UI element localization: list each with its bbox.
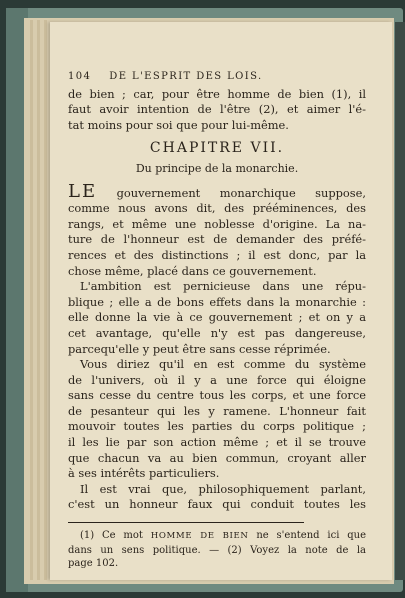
text-line: tat moins pour soi que pour lui-même. [68, 117, 289, 132]
text-line: de pesanteur qui les y ramene. L'honneur fait [68, 403, 366, 418]
page-edge [44, 20, 47, 580]
text-line: que chacun va au bien commun, croyant aller [68, 450, 366, 465]
text-line: à ses intérêts particuliers. [68, 466, 220, 481]
text-line: Il est vrai que, philosophiquement parlant, [80, 481, 366, 496]
text-line: L'ambition est pernicieuse dans une répu- [80, 279, 366, 294]
text-line [68, 180, 367, 202]
chapter-title: CHAPITRE VII. [149, 140, 285, 157]
footnote-text: (1) Ce mot [80, 530, 151, 542]
drop-cap: LE [68, 180, 98, 202]
text-line: de l'univers, où il y a une force qui éloigne [68, 372, 366, 387]
text-line: sans cesse du centre tous les corps, et une force [68, 388, 366, 403]
footnote-line: page 102. [68, 558, 119, 570]
text-line: rences et des distinctions ; il est donc, par la [68, 247, 366, 262]
page-edge [30, 20, 33, 580]
footnote-line [68, 529, 366, 544]
footnote-line: dans un sens politique. — (2) Voyez la note de la [68, 544, 366, 556]
text-line: cet avantage, qu'elle n'y est pas dangereuse, [68, 325, 366, 340]
page-edge [37, 20, 40, 580]
footnote-text: ne s'entend ici que [248, 530, 366, 542]
text-line-rest: gouvernement monarchique suppose, [116, 185, 367, 200]
running-title: DE L'ESPRIT DES LOIS. [109, 71, 263, 82]
text-line: Vous diriez qu'il en est comme du système [80, 357, 366, 372]
text-line: il les lie par son action même ; et il se trouve [68, 435, 366, 450]
page-number: 104 [68, 71, 92, 82]
text-line: elle donne la vie à ce gouvernement ; et on y a [68, 310, 366, 325]
text-line: comme nous avons dit, des prééminences, des [68, 201, 366, 216]
footnote-small-caps: HOMME DE BIEN [150, 531, 249, 542]
text-line: chose même, placé dans ce gouvernement. [68, 263, 317, 278]
footnote-rule [68, 522, 304, 523]
running-header [68, 69, 366, 85]
text-line: parcequ'elle y peut être sans cesse réprimée. [68, 341, 331, 356]
text-line: rangs, et même une noblesse d'origine. La na- [68, 216, 366, 231]
text-line: blique ; elle a de bons effets dans la monarchie : [68, 294, 366, 309]
text-line: de bien ; car, pour être homme de bien (1), il [68, 86, 366, 101]
text-line: c'est un honneur faux qui conduit toutes les [68, 497, 366, 512]
text-line: mouvoir toutes les parties du corps politique ; [68, 419, 366, 434]
page-content [68, 69, 366, 571]
text-line: faut avoir intention de l'être (2), et aimer l'é- [68, 102, 366, 117]
text-line: ture de l'honneur est de demander des préfé- [68, 232, 366, 247]
chapter-subtitle: Du principe de la monarchie. [135, 161, 299, 175]
cover-edge [395, 22, 405, 580]
